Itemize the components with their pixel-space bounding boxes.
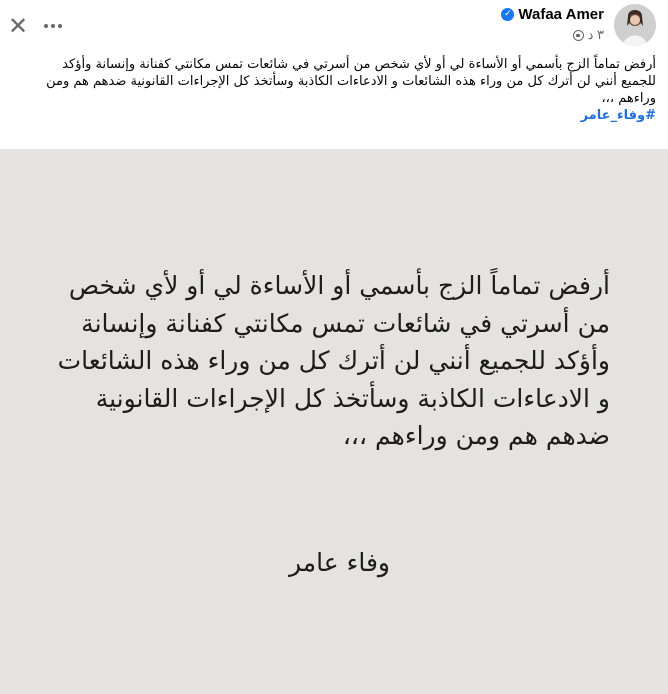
text-post-card[interactable] <box>0 149 668 694</box>
card-text: أرفض تماماً الزج بأسمي أو الأساءة لي أو لأي شخص من أسرتي في شائعات تمس مكانتي كفنانة وإنسانة وأؤكد للجميع أنني لن أترك كل من وراء هذه الشائعات و الادعاءات الكاذبة وسأتخذ كل الإجراءات القانونية ضدهم هم ومن وراءهم ،،، <box>57 271 610 450</box>
verified-badge-icon: ✓ <box>501 8 514 21</box>
author-row <box>501 6 604 23</box>
more-options-button[interactable] <box>38 12 68 40</box>
post-meta <box>501 27 604 43</box>
author-name[interactable]: Wafaa Amer <box>518 6 604 23</box>
close-icon: ✕ <box>7 12 29 40</box>
caption-text: أرفض تماماً الزج بأسمي أو الأساءة لي أو لأي شخص من أسرتي في شائعات تمس مكانتي كفنانة وإنسانة وأؤكد للجميع أنني لن أترك كل من وراء هذه الشائعات و الادعاءات الكاذبة وسأتخذ كل الإجراءات القانونية ضدهم هم ومن وراءهم ،،، <box>46 57 656 106</box>
globe-icon <box>573 30 584 41</box>
avatar-image <box>614 4 656 46</box>
card-signature: وفاء عامر <box>288 548 390 577</box>
hashtag-link[interactable]: #وفاء_عامر <box>580 108 656 123</box>
post-header <box>0 0 668 52</box>
avatar[interactable] <box>614 4 656 46</box>
author-info <box>501 6 604 43</box>
post-caption <box>26 56 656 124</box>
more-horizontal-icon <box>44 24 48 28</box>
post-timestamp[interactable]: ٣ د <box>587 27 604 42</box>
close-button[interactable] <box>6 12 30 40</box>
